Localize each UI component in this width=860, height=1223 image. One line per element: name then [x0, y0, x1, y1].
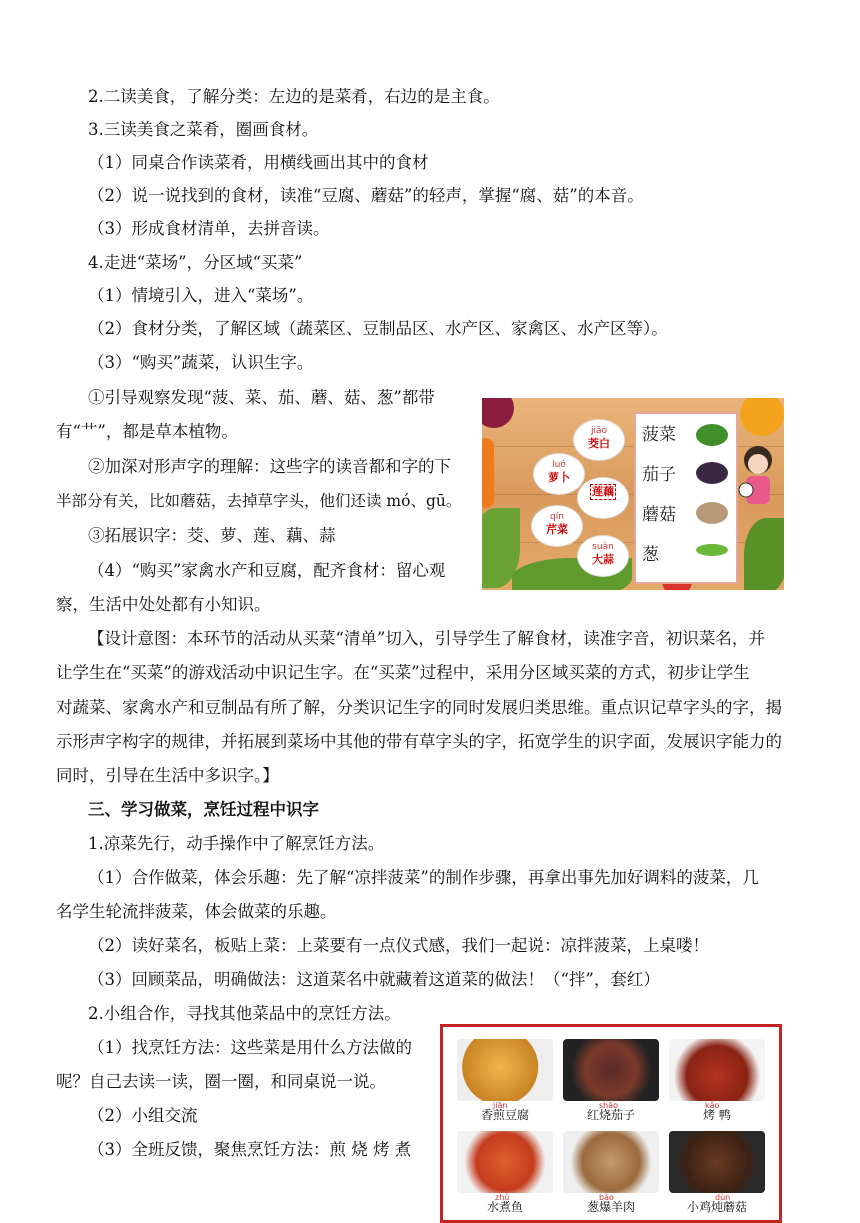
dish-lamb-image [563, 1131, 659, 1193]
dish-tofu-image [457, 1039, 553, 1101]
carrot-decoration [482, 438, 494, 508]
step-2-sub-1-b: 呢？自己去读一读，圈一圈，和同桌说一说。 [56, 1072, 386, 1091]
dish-label-tofu: jiān 香煎豆腐 [480, 1101, 529, 1122]
card-item-qiezi: 茄子 [642, 465, 676, 485]
vegetable-market-figure [482, 398, 784, 590]
step-1-cold-dish: 1.凉菜先行，动手操作中了解烹饪方法。 [88, 834, 385, 853]
note-1-line-b: 有“艹”，都是草本植物。 [56, 422, 238, 441]
spinach-image [696, 424, 728, 446]
bubble-dasuan: suàn 大蒜 [578, 536, 628, 576]
step-4-sub-1: （1）情境引入，进入“菜场”。 [88, 286, 314, 305]
step-3-sub-1: （1）同桌合作读菜肴，用横线画出其中的食材 [88, 153, 429, 172]
step-3-sub-2: （2）说一说找到的食材，读准“豆腐、蘑菇”的轻声，掌握“腐、菇”的本音。 [88, 186, 644, 205]
frame-corner [765, 1025, 781, 1041]
section-3-heading: 三、学习做菜，烹饪过程中识字 [88, 800, 319, 819]
shopping-list-card [634, 412, 738, 584]
step-3-read-dishes: 3.三读美食之菜肴，圈画食材。 [88, 120, 319, 139]
dish-label-eggplant: shāo 红烧茄子 [586, 1101, 635, 1122]
bubble-luobo: luó 萝卜 [534, 454, 584, 494]
design-intent-4: 示形声字构字的规律，并拓展到菜场中其他的带有草字头的字，拓宽学生的识字面，发展识字能力的 [56, 732, 782, 751]
design-intent-5: 同时，引导在生活中多识字。】 [56, 766, 279, 785]
bubble-lianou: 莲藕 [578, 478, 628, 518]
dish-fish-image [457, 1131, 553, 1193]
mushroom-image [696, 502, 728, 524]
eggplant-image [696, 462, 728, 484]
step-2-group: 2.小组合作，寻找其他菜品中的烹饪方法。 [88, 1004, 401, 1023]
scallion-image [696, 544, 728, 556]
leaves-right-decoration [744, 518, 784, 590]
dish-duck-image [669, 1039, 765, 1101]
step-2-sub-1-a: （1）找烹饪方法：这些菜是用什么方法做的 [88, 1038, 412, 1057]
dish-label-duck: kǎo 烤 鸭 [703, 1101, 731, 1122]
girl-illustration [738, 442, 778, 512]
dish-chicken-image [669, 1131, 765, 1193]
dish-label-chicken: dùn 小鸡炖蘑菇 [686, 1193, 747, 1214]
card-item-bocai: 菠菜 [642, 425, 676, 445]
step-4-sub-2: （2）食材分类，了解区域（蔬菜区、豆制品区、水产区、家禽区、水产区等）。 [88, 319, 668, 338]
step-4-market: 4.走进“菜场”，分区域“买菜” [88, 253, 303, 272]
step-2-read-classify: 2.二读美食，了解分类：左边的是菜肴，右边的是主食。 [88, 87, 500, 106]
step-3-sub-3: （3）形成食材清单，去拼音读。 [88, 219, 330, 238]
note-2-line-b: 半部分有关，比如蘑菇，去掉草字头，他们还读 mó、gū。 [56, 492, 462, 510]
dish-eggplant-image [563, 1039, 659, 1101]
step-2-sub-2: （2）小组交流 [88, 1106, 198, 1125]
frame-corner [441, 1025, 457, 1041]
bubble-qincai: qín 芹菜 [532, 506, 582, 546]
step-2-sub-3: （3）全班反馈，聚焦烹饪方法：煎 烧 烤 煮 [88, 1140, 412, 1159]
pepper-decoration [740, 398, 784, 436]
design-intent-3: 对蔬菜、家禽水产和豆制品有所了解，分类识记生字的同时发展归类思维。重点识记草字头的字，揭 [56, 698, 782, 717]
note-3: ③拓展识字：茭、萝、莲、藕、蒜 [88, 526, 336, 545]
frame-corner [765, 1206, 781, 1222]
step-4-sub-3: （3）“购买”蔬菜，认识生字。 [88, 353, 314, 372]
step-1-sub-2: （2）读好菜名，板贴上菜：上菜要有一点仪式感，我们一起说：凉拌菠菜，上桌喽！ [88, 936, 709, 955]
onion-decoration [482, 398, 514, 428]
note-2-line-a: ②加深对形声字的理解：这些字的读音都和字的下 [88, 457, 451, 476]
dish-label-lamb: bào 葱爆羊肉 [586, 1193, 635, 1214]
step-1-sub-1-a: （1）合作做菜，体会乐趣：先了解“凉拌菠菜”的制作步骤，再拿出事先加好调料的菠菜，几 [88, 868, 759, 887]
design-intent-1: 【设计意图：本环节的活动从买菜“清单”切入，引导学生了解食材，读准字音，初识菜名，并 [88, 629, 765, 648]
bubble-jiaobai: jiāo 茭白 [574, 420, 624, 460]
note-1-line-a: ①引导观察发现“菠、菜、茄、蘑、菇、葱”都带 [88, 388, 435, 407]
card-item-mogu: 蘑菇 [642, 505, 676, 525]
step-4-sub-4-b: 察，生活中处处都有小知识。 [56, 595, 271, 614]
step-1-sub-3: （3）回顾菜品，明确做法：这道菜名中就藏着这道菜的做法！（“拌”，套红） [88, 970, 660, 989]
dishes-figure [440, 1024, 782, 1223]
step-1-sub-1-b: 名学生轮流拌菠菜，体会做菜的乐趣。 [56, 902, 337, 921]
dish-label-fish: zhǔ 水煮鱼 [486, 1193, 523, 1214]
card-item-cong: 葱 [642, 545, 659, 565]
design-intent-2: 让学生在“买菜”的游戏活动中识记生字。在“买菜”过程中，采用分区域买菜的方式，初步让学生 [56, 663, 750, 682]
step-4-sub-4-a: （4）“购买”家禽水产和豆腐，配齐食材：留心观 [88, 561, 446, 580]
